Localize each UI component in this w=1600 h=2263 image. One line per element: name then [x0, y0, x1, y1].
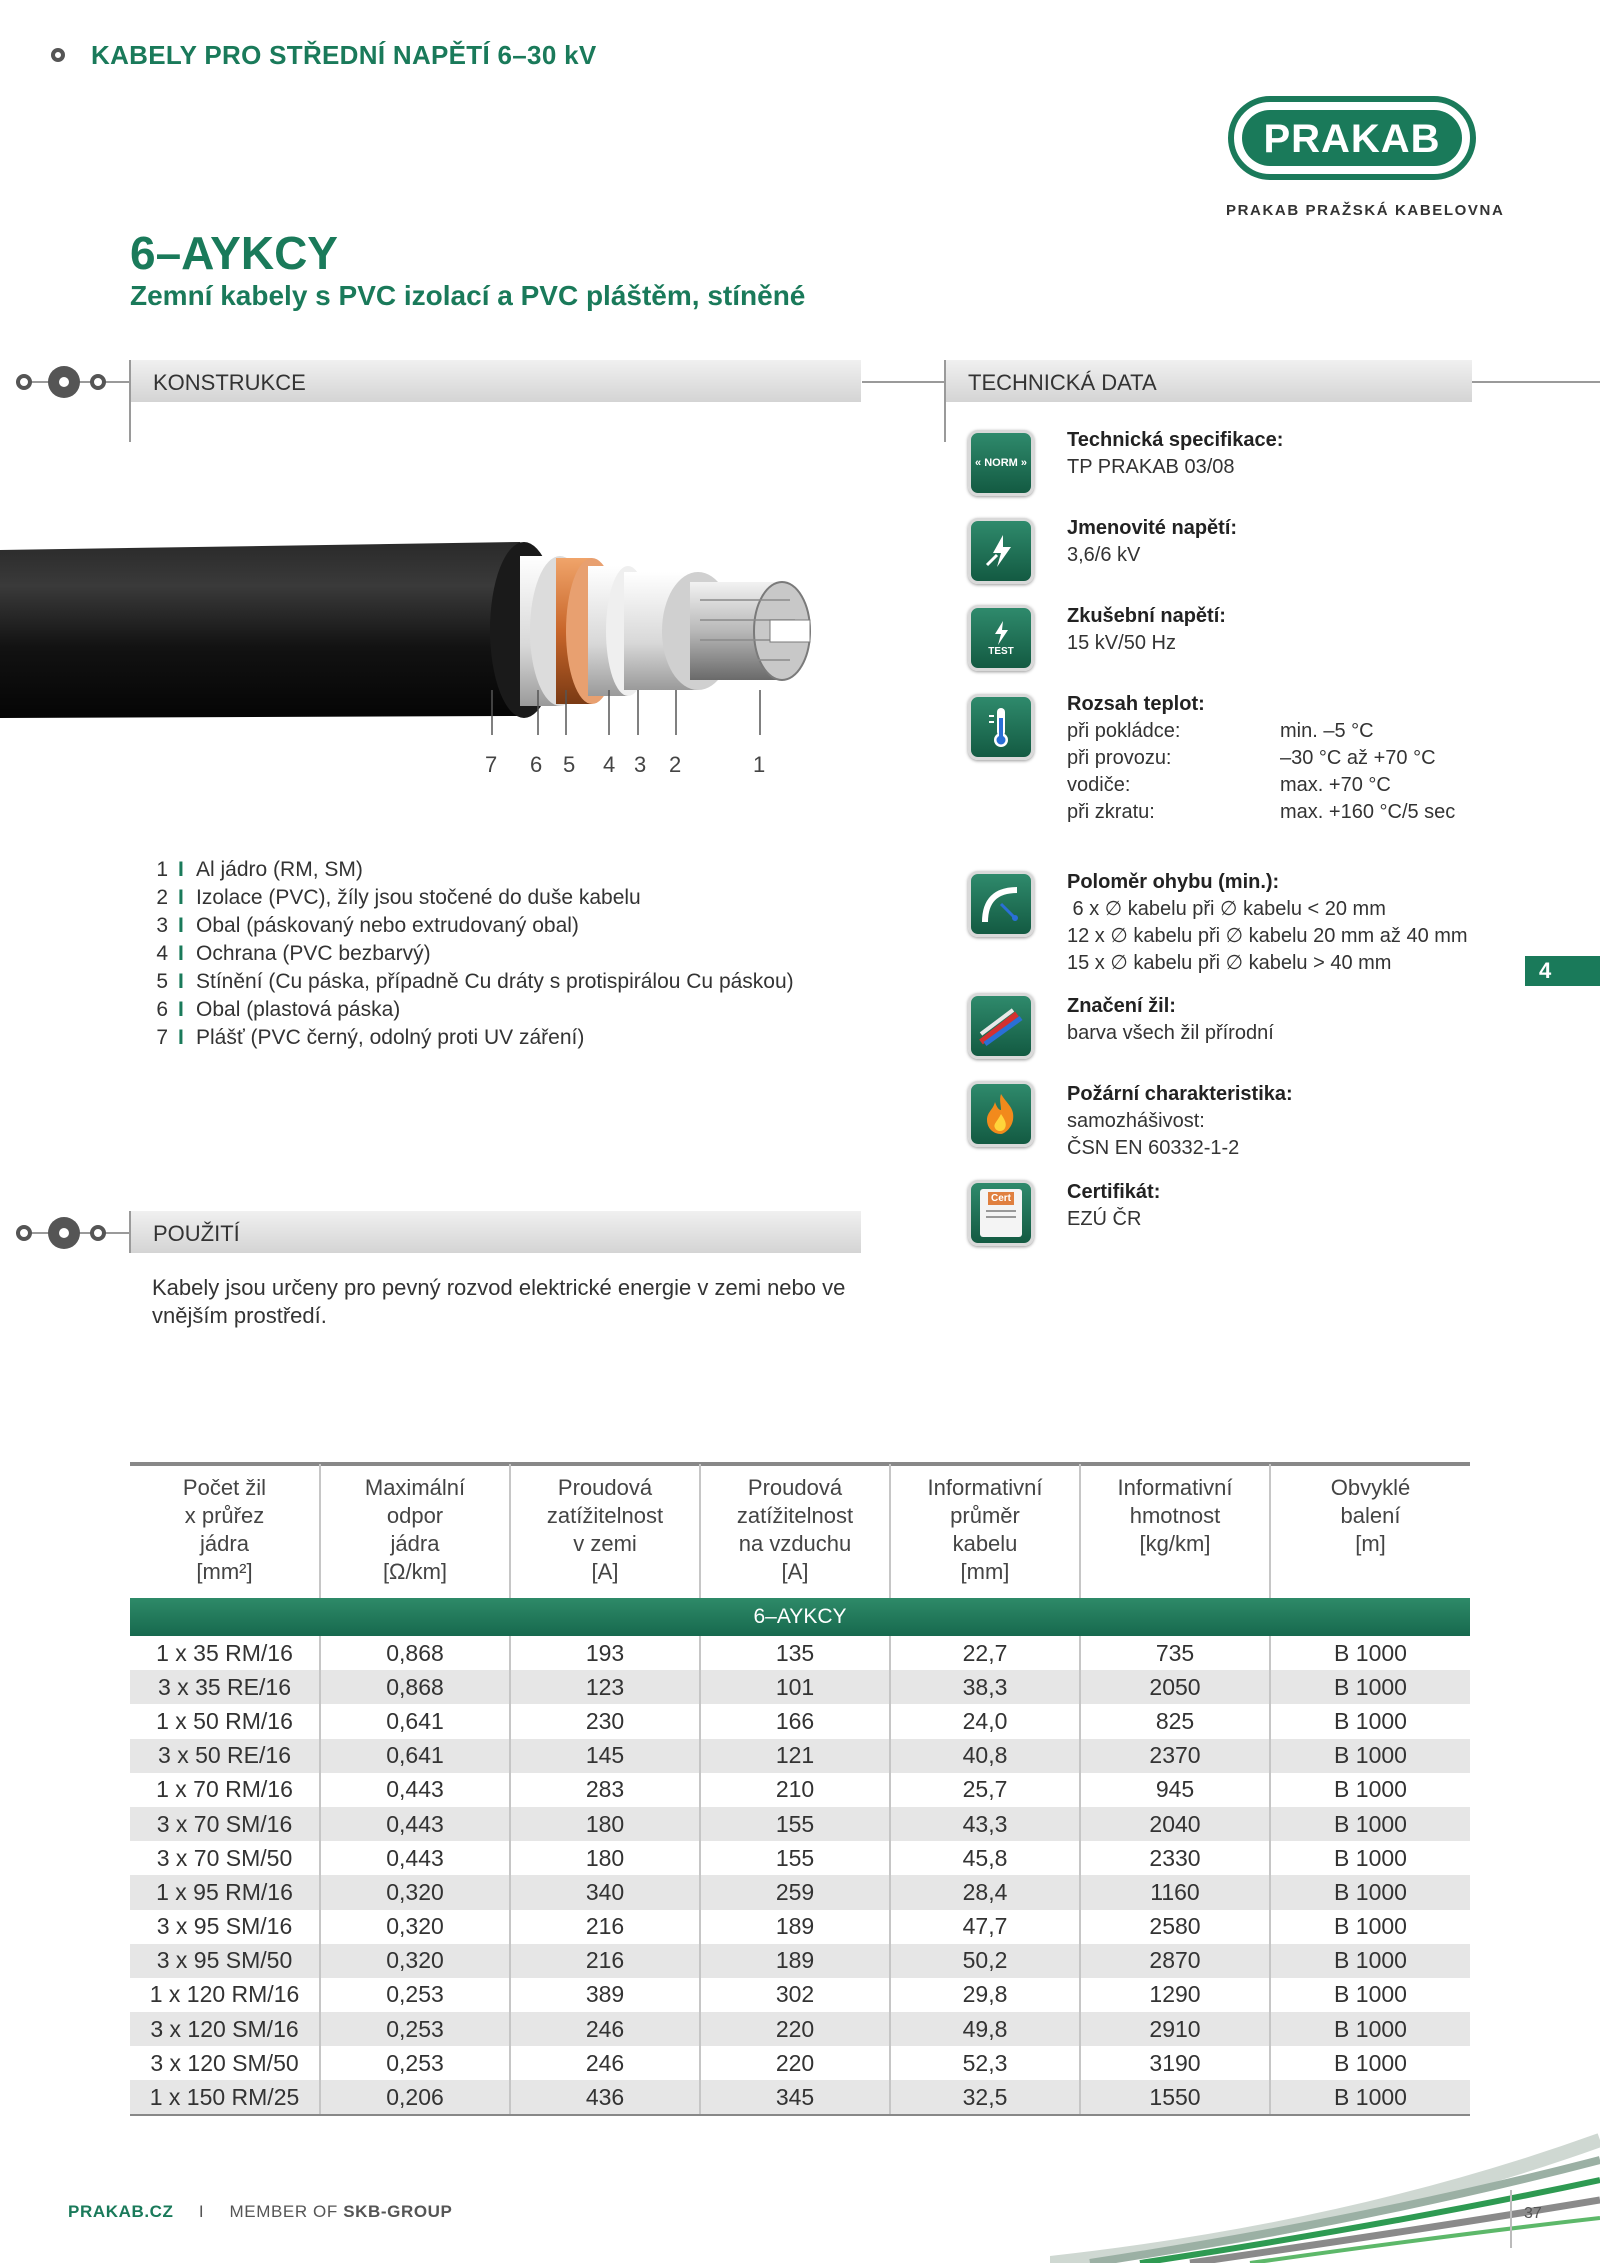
col-header-cross-section: Počet žil x průřez jádra [mm²]: [130, 1464, 320, 1598]
table-cell: 0,443: [320, 1841, 510, 1875]
table-row: [130, 1910, 1470, 1944]
decorative-cables: [1050, 2110, 1600, 2263]
table-cell: 345: [700, 2080, 890, 2114]
table-cell: 3 x 70 SM/16: [130, 1807, 320, 1841]
table-cell: 22,7: [890, 1636, 1080, 1670]
table-cell: 135: [700, 1636, 890, 1670]
table-cell: B 1000: [1270, 1978, 1470, 2012]
table-cell: 155: [700, 1841, 890, 1875]
table-cell: 259: [700, 1875, 890, 1909]
temperature-table: při pokládce: min. –5 °C při provozu: –30 °C až +70 °C vodiče: max. +70 °C při zkratu: max. +160 °C/5 sec: [1067, 720, 1456, 823]
cable-label-3: 3: [634, 752, 647, 777]
table-cell: 180: [510, 1841, 700, 1875]
footer-text: PRAKAB.CZ I MEMBER OF SKB-GROUP: [68, 2202, 453, 2221]
table-cell: 1160: [1080, 1875, 1270, 1909]
page-number: 37: [1524, 2205, 1542, 2222]
table-cell: 0,206: [320, 2080, 510, 2114]
table-row: [130, 1978, 1470, 2012]
category-title: KABELY PRO STŘEDNÍ NAPĚTÍ 6–30 kV: [91, 40, 597, 70]
table-cell: 216: [510, 1910, 700, 1944]
table-cell: 49,8: [890, 2012, 1080, 2046]
table-cell: B 1000: [1270, 1807, 1470, 1841]
list-item: 2 I Izolace (PVC), žíly jsou stočené do duše kabelu: [156, 886, 641, 909]
table-cell: 123: [510, 1670, 700, 1704]
table-cell: 24,0: [890, 1704, 1080, 1738]
table-cell: 0,641: [320, 1704, 510, 1738]
table-row: [130, 1739, 1470, 1773]
list-item: 7 I Plášť (PVC černý, odolný proti UV záření): [156, 1026, 585, 1049]
table-cell: B 1000: [1270, 1670, 1470, 1704]
table-cell: 220: [700, 2046, 890, 2080]
table-cell: 0,253: [320, 2012, 510, 2046]
construction-heading: KONSTRUKCE: [131, 360, 861, 402]
table-cell: 38,3: [890, 1670, 1080, 1704]
section-bullet-icon: [16, 1225, 32, 1241]
table-cell: 1 x 50 RM/16: [130, 1704, 320, 1738]
table-cell: 220: [700, 2012, 890, 2046]
table-cell: 145: [510, 1739, 700, 1773]
table-cell: 29,8: [890, 1978, 1080, 2012]
table-row: [130, 1841, 1470, 1875]
section-bullet-icon: [16, 374, 32, 390]
table-row: [130, 1875, 1470, 1909]
table-cell: 283: [510, 1773, 700, 1807]
table-cell: 210: [700, 1773, 890, 1807]
table-cell: 193: [510, 1636, 700, 1670]
spec-value: TP PRAKAB 03/08: [1067, 456, 1235, 478]
table-cell: 436: [510, 2080, 700, 2114]
usage-text: Kabely jsou určeny pro pevný rozvod elektrické energie v zemi nebo ve vnějším prostředí.: [152, 1275, 846, 1328]
bend-radius-icon: [968, 871, 1034, 937]
table-cell: B 1000: [1270, 2012, 1470, 2046]
list-item: 5 I Stínění (Cu páska, případně Cu dráty s protispirálou Cu páskou): [156, 970, 794, 993]
usage-heading: POUŽITÍ: [131, 1211, 861, 1253]
bend-table: 6 x ∅ kabelu při ∅ kabelu < 20 mm 12 x ∅ kabelu při ∅ kabelu 20 mm až 40 mm 15 x ∅ kabelu při ∅ kabelu > 40 mm: [1067, 898, 1468, 974]
table-cell: 166: [700, 1704, 890, 1738]
norm-icon: « NORM »: [968, 430, 1034, 496]
table-cell: 2370: [1080, 1739, 1270, 1773]
marking-value: barva všech žil přírodní: [1067, 1022, 1274, 1044]
svg-text:PRAKAB: PRAKAB: [1263, 117, 1441, 161]
table-row: [130, 2046, 1470, 2080]
col-header-weight: Informativní hmotnost [kg/km]: [1080, 1464, 1270, 1598]
footer-site-link[interactable]: PRAKAB.CZ: [68, 2202, 174, 2221]
table-cell: 2330: [1080, 1841, 1270, 1875]
marking-label: Značení žil:: [1067, 995, 1176, 1017]
table-cell: 121: [700, 1739, 890, 1773]
certificate-icon: Cert: [968, 1180, 1034, 1246]
technical-heading: TECHNICKÁ DATA: [946, 360, 1472, 402]
table-cell: B 1000: [1270, 1773, 1470, 1807]
table-cell: 1550: [1080, 2080, 1270, 2114]
list-item: 4 I Ochrana (PVC bezbarvý): [156, 942, 431, 965]
section-bullet-icon: [90, 1225, 106, 1241]
table-cell: 3 x 120 SM/16: [130, 2012, 320, 2046]
core-marking-icon: [968, 993, 1034, 1059]
fire-value-1: samozhášivost:: [1067, 1110, 1205, 1132]
cert-value: EZÚ ČR: [1067, 1208, 1142, 1230]
product-subtitle: Zemní kabely s PVC izolací a PVC pláštěm, stíněné: [130, 280, 806, 311]
voltage-icon: [968, 518, 1034, 584]
table-cell: 3 x 95 SM/50: [130, 1944, 320, 1978]
table-cell: 28,4: [890, 1875, 1080, 1909]
table-cell: 101: [700, 1670, 890, 1704]
table-cell: B 1000: [1270, 1841, 1470, 1875]
table-row: [130, 1704, 1470, 1738]
table-cell: B 1000: [1270, 1739, 1470, 1773]
table-cell: B 1000: [1270, 1910, 1470, 1944]
table-cell: 0,868: [320, 1670, 510, 1704]
test-label: Zkušební napětí:: [1067, 605, 1226, 627]
table-cell: 180: [510, 1807, 700, 1841]
table-cell: B 1000: [1270, 1875, 1470, 1909]
table-cell: B 1000: [1270, 2046, 1470, 2080]
section-bullet-icon: [48, 366, 80, 398]
table-cell: 43,3: [890, 1807, 1080, 1841]
table-cell: 45,8: [890, 1841, 1080, 1875]
table-cell: 2040: [1080, 1807, 1270, 1841]
table-cell: 3 x 50 RE/16: [130, 1739, 320, 1773]
section-line: [1472, 381, 1600, 383]
table-row: [130, 1636, 1470, 1670]
table-cell: 216: [510, 1944, 700, 1978]
temperature-label: Rozsah teplot:: [1067, 693, 1205, 715]
voltage-label: Jmenovité napětí:: [1067, 517, 1238, 539]
cable-label-1: 1: [753, 752, 766, 777]
table-row: [130, 1773, 1470, 1807]
table-cell: 1 x 150 RM/25: [130, 2080, 320, 2114]
section-line: [862, 381, 946, 383]
cable-label-4: 4: [603, 752, 616, 777]
table-cell: 0,320: [320, 1944, 510, 1978]
col-header-resistance: Maximální odpor jádra [Ω/km]: [320, 1464, 510, 1598]
spec-label: Technická specifikace:: [1067, 429, 1284, 451]
chapter-tab[interactable]: 4: [1525, 956, 1600, 986]
list-item: 6 I Obal (plastová páska): [156, 998, 401, 1021]
table-cell: 0,320: [320, 1910, 510, 1944]
cable-label-2: 2: [669, 752, 682, 777]
logo-subtitle: PRAKAB PRAŽSKÁ KABELOVNA: [1226, 202, 1505, 219]
header-bullet-icon: [51, 48, 65, 62]
table-cell: 189: [700, 1944, 890, 1978]
section-bullet-icon: [48, 1217, 80, 1249]
col-header-load-air: Proudová zatížitelnost na vzduchu [A]: [700, 1464, 890, 1598]
table-cell: 50,2: [890, 1944, 1080, 1978]
table-row: [130, 1944, 1470, 1978]
table-cell: 0,253: [320, 2046, 510, 2080]
col-header-packaging: Obvyklé balení [m]: [1330, 1475, 1411, 1556]
table-cell: 1 x 120 RM/16: [130, 1978, 320, 2012]
construction-list: [150, 856, 800, 1052]
table-cell: 1 x 35 RM/16: [130, 1636, 320, 1670]
table-cell: 2580: [1080, 1910, 1270, 1944]
table-cell: 0,443: [320, 1773, 510, 1807]
cert-label: Certifikát:: [1067, 1181, 1161, 1203]
table-cell: 3 x 35 RE/16: [130, 1670, 320, 1704]
table-cell: 40,8: [890, 1739, 1080, 1773]
table-cell: B 1000: [1270, 1636, 1470, 1670]
section-bullet-icon: [90, 374, 106, 390]
table-cell: 0,443: [320, 1807, 510, 1841]
table-cell: 825: [1080, 1704, 1270, 1738]
cable-label-7: 7: [485, 752, 498, 777]
list-item: 3 I Obal (páskovaný nebo extrudovaný obal): [156, 914, 579, 937]
table-cell: 389: [510, 1978, 700, 2012]
table-cell: 3 x 70 SM/50: [130, 1841, 320, 1875]
cable-label-5: 5: [563, 752, 576, 777]
table-cell: 340: [510, 1875, 700, 1909]
table-cell: B 1000: [1270, 1944, 1470, 1978]
table-cell: 0,320: [320, 1875, 510, 1909]
table-cell: 52,3: [890, 2046, 1080, 2080]
table-cell: 302: [700, 1978, 890, 2012]
cable-illustration: [0, 520, 880, 770]
table-cell: 25,7: [890, 1773, 1080, 1807]
col-header-load-ground: Proudová zatížitelnost v zemi [A]: [510, 1464, 700, 1598]
product-title: 6–AYKCY: [130, 227, 338, 279]
table-cell: 0,253: [320, 1978, 510, 2012]
table-row: [130, 1807, 1470, 1841]
prakab-logo: [1228, 96, 1476, 180]
table-cell: 230: [510, 1704, 700, 1738]
table-cell: 32,5: [890, 2080, 1080, 2114]
fire-value-2: ČSN EN 60332-1-2: [1067, 1137, 1240, 1159]
table-cell: 1290: [1080, 1978, 1270, 2012]
table-cell: 2870: [1080, 1944, 1270, 1978]
table-cell: 735: [1080, 1636, 1270, 1670]
fire-icon: [968, 1081, 1034, 1147]
test-voltage-icon: TEST: [968, 605, 1034, 671]
table-cell: 1 x 70 RM/16: [130, 1773, 320, 1807]
table-cell: 189: [700, 1910, 890, 1944]
table-row: [130, 2012, 1470, 2046]
table-cell: B 1000: [1270, 1704, 1470, 1738]
table-cell: 2050: [1080, 1670, 1270, 1704]
list-item: 1 I Al jádro (RM, SM): [156, 858, 363, 881]
table-cell: 3 x 120 SM/50: [130, 2046, 320, 2080]
table-cell: 155: [700, 1807, 890, 1841]
col-header-diameter: Informativní průměr kabelu [mm]: [890, 1464, 1080, 1598]
thermometer-icon: [968, 694, 1034, 760]
table-cell: 47,7: [890, 1910, 1080, 1944]
cable-label-6: 6: [530, 752, 543, 777]
table-cell: 246: [510, 2012, 700, 2046]
table-group-band: 6–AYKCY: [130, 1598, 1470, 1636]
footer-divider: [1510, 2190, 1512, 2248]
table-cell: 0,641: [320, 1739, 510, 1773]
table-row: [130, 1670, 1470, 1704]
table-cell: 945: [1080, 1773, 1270, 1807]
bend-label: Poloměr ohybu (min.):: [1067, 871, 1280, 893]
cable-data-table: [130, 1464, 1470, 2115]
table-cell: 246: [510, 2046, 700, 2080]
table-cell: 0,868: [320, 1636, 510, 1670]
table-cell: 3 x 95 SM/16: [130, 1910, 320, 1944]
table-cell: 1 x 95 RM/16: [130, 1875, 320, 1909]
fire-label: Požární charakteristika:: [1067, 1083, 1293, 1105]
test-value: 15 kV/50 Hz: [1067, 632, 1176, 654]
voltage-value: 3,6/6 kV: [1067, 544, 1141, 566]
table-cell: 3190: [1080, 2046, 1270, 2080]
table-cell: B 1000: [1270, 2080, 1470, 2114]
table-cell: 2910: [1080, 2012, 1270, 2046]
